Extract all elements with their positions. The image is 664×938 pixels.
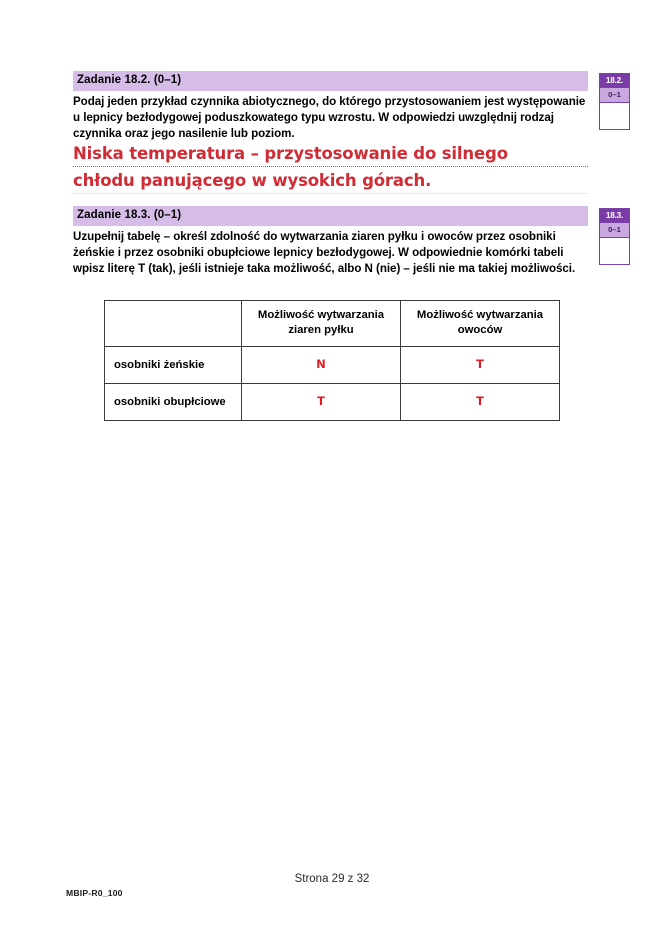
score-box-input-18-2[interactable] bbox=[600, 103, 629, 129]
answer-line-1[interactable] bbox=[73, 143, 588, 170]
answer-rule-1 bbox=[73, 166, 588, 167]
task-block-18-2 bbox=[73, 71, 588, 143]
table-row bbox=[105, 346, 560, 383]
answer-rule-2 bbox=[73, 193, 588, 194]
task-instruction-18-3: Uzupełnij tabelę – określ zdolność do wytwarzania ziaren pyłku i owoców przez osobniki żeńskie i przez osobniki obupłciowe lepnicy bezłodygowej. W odpowiednie komórki tabeli wpisz literę T (tak), jeśli istnieje taka możliwość, albo N (nie) – jeśli nie ma takiej możliwości. bbox=[73, 229, 576, 276]
score-box-18-3 bbox=[599, 208, 630, 265]
score-box-18-2 bbox=[599, 73, 630, 130]
answer-cell-female-pollen[interactable]: N bbox=[242, 346, 401, 383]
table-row bbox=[105, 383, 560, 420]
column-header-pollen: Możliwość wytwarzania ziaren pyłku bbox=[242, 301, 401, 347]
task-instruction-18-2: Podaj jeden przykład czynnika abiotycznego, do którego przystosowaniem jest występowanie u lepnicy bezłodygowej poduszkowatego typu wzrostu. W odpowiedzi uwzględnij rodzaj czynnika oraz jego nasilenie lub poziom. bbox=[73, 94, 586, 141]
answer-cell-hermaphrodite-fruit[interactable]: T bbox=[401, 383, 560, 420]
answer-table-container bbox=[104, 300, 559, 421]
row-header-female: osobniki żeńskie bbox=[105, 346, 242, 383]
table-header-row bbox=[105, 301, 560, 347]
answer-text-line-1: Niska temperatura – przystosowanie do silnego bbox=[73, 144, 508, 163]
score-box-id-18-2: 18.2. bbox=[600, 74, 629, 87]
answer-cell-hermaphrodite-pollen[interactable]: T bbox=[242, 383, 401, 420]
sheet-code-label: MBIP-R0_100 bbox=[66, 888, 123, 898]
answer-text-line-2: chłodu panującego w wysokich górach. bbox=[73, 171, 432, 190]
answer-area-18-2[interactable] bbox=[73, 143, 588, 197]
score-box-range-18-3: 0–1 bbox=[600, 222, 629, 238]
score-box-range-18-2: 0–1 bbox=[600, 87, 629, 103]
column-header-fruit: Możliwość wytwarzania owoców bbox=[401, 301, 560, 347]
table-corner-cell bbox=[105, 301, 242, 347]
task-block-18-3 bbox=[73, 206, 588, 278]
row-header-hermaphrodite: osobniki obupłciowe bbox=[105, 383, 242, 420]
score-box-id-18-3: 18.3. bbox=[600, 209, 629, 222]
page-number-label: Strona 29 z 32 bbox=[294, 873, 370, 885]
task-banner-18-2: Zadanie 18.2. (0–1) bbox=[73, 71, 588, 91]
score-box-input-18-3[interactable] bbox=[600, 238, 629, 264]
answer-line-2[interactable] bbox=[73, 170, 588, 197]
answer-cell-female-fruit[interactable]: T bbox=[401, 346, 560, 383]
task-banner-18-3: Zadanie 18.3. (0–1) bbox=[73, 206, 588, 226]
answer-table bbox=[104, 300, 560, 421]
